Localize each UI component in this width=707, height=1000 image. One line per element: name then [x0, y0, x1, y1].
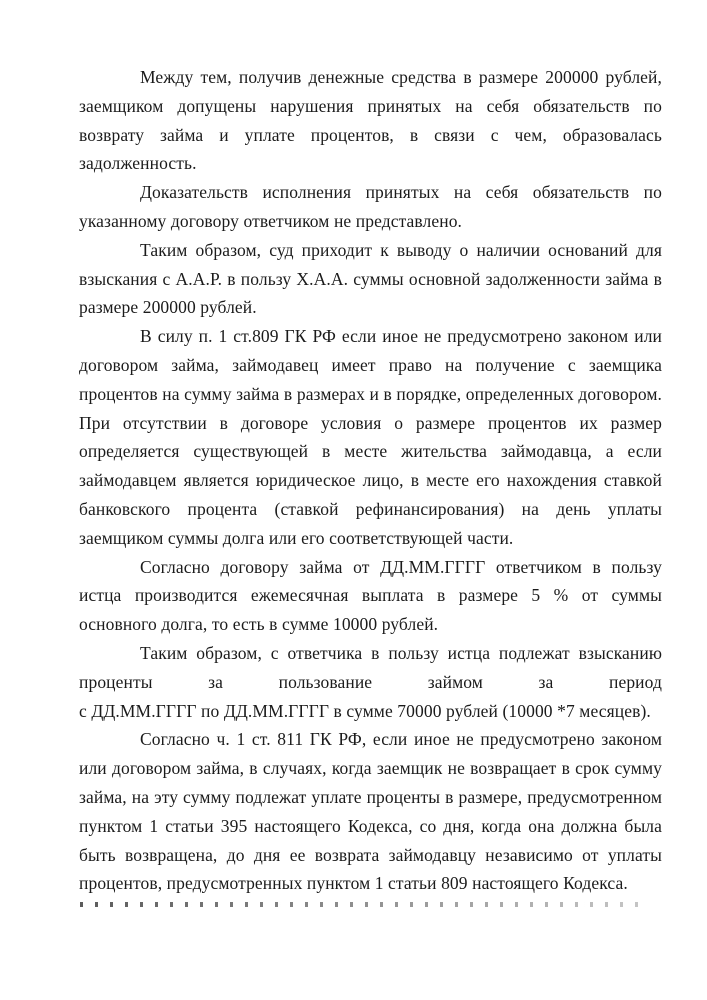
- paragraph-debt-formed: Между тем, получив денежные средства в размере 200000 рублей, заемщиком допущены нарушения принятых на себя обязательств по возврату займа и уплате процентов, в связи с чем, образовалась задолженность.: [79, 67, 662, 174]
- paragraph-no-evidence: Доказательств исполнения принятых на себя обязательств по указанному договору ответчиком не представлено.: [79, 182, 662, 231]
- paragraph-court-conclusion: Таким образом, суд приходит к выводу о наличии оснований для взыскания с А.А.Р. в пользу Х.А.А. суммы основной задолженности займа в размере 200000 рублей.: [79, 239, 662, 318]
- paragraph-article-809: В силу п. 1 ст.809 ГК РФ если иное не предусмотрено законом или договором займа, займодавец имеет право на получение с заемщика процентов на сумму займа в размерах и в порядке, определенных договором. При отсутствии в договоре условия о размере процентов их размер определяется существующей в месте жительства займодавца, а если займодавцем является юридическое лицо, в месте его нахождения ставкой банковского процента (ставкой рефинансирования) на день уплаты заемщиком суммы долга или его соответствующей части.: [79, 326, 662, 548]
- paragraph-article-811: Согласно ч. 1 ст. 811 ГК РФ, если иное не предусмотрено законом или договором займа, в случаях, когда заемщик не возвращает в срок сумму займа, на эту сумму подлежат уплате проценты в размере, предусмотренном пунктом 1 статьи 395 настоящего Кодекса, со дня, когда она должна была быть возвращена, до дня ее возврата займодавцу независимо от уплаты процентов, предусмотренных пунктом 1 статьи 809 настоящего Кодекса.: [79, 729, 662, 894]
- paragraph-monthly-payment: Согласно договору займа от ДД.ММ.ГГГГ ответчиком в пользу истца производится ежемесячная выплата в размере 5 % от суммы основного долга, то есть в сумме 10000 рублей.: [79, 556, 662, 635]
- cutoff-next-line-artifact: [80, 902, 642, 907]
- document-text-block: [79, 63, 662, 907]
- paragraph-interest-awarded-line-3: с ДД.ММ.ГГГГ по ДД.ММ.ГГГГ в сумме 70000 рублей (10000 *7 месяцев).: [79, 700, 651, 721]
- paragraph-interest-awarded-line-2: проценты за пользование займом за период: [79, 671, 662, 692]
- paragraph-interest-awarded: [79, 639, 662, 725]
- paragraph-interest-awarded-line-1: Таким образом, с ответчика в пользу истца подлежат взысканию: [140, 642, 662, 663]
